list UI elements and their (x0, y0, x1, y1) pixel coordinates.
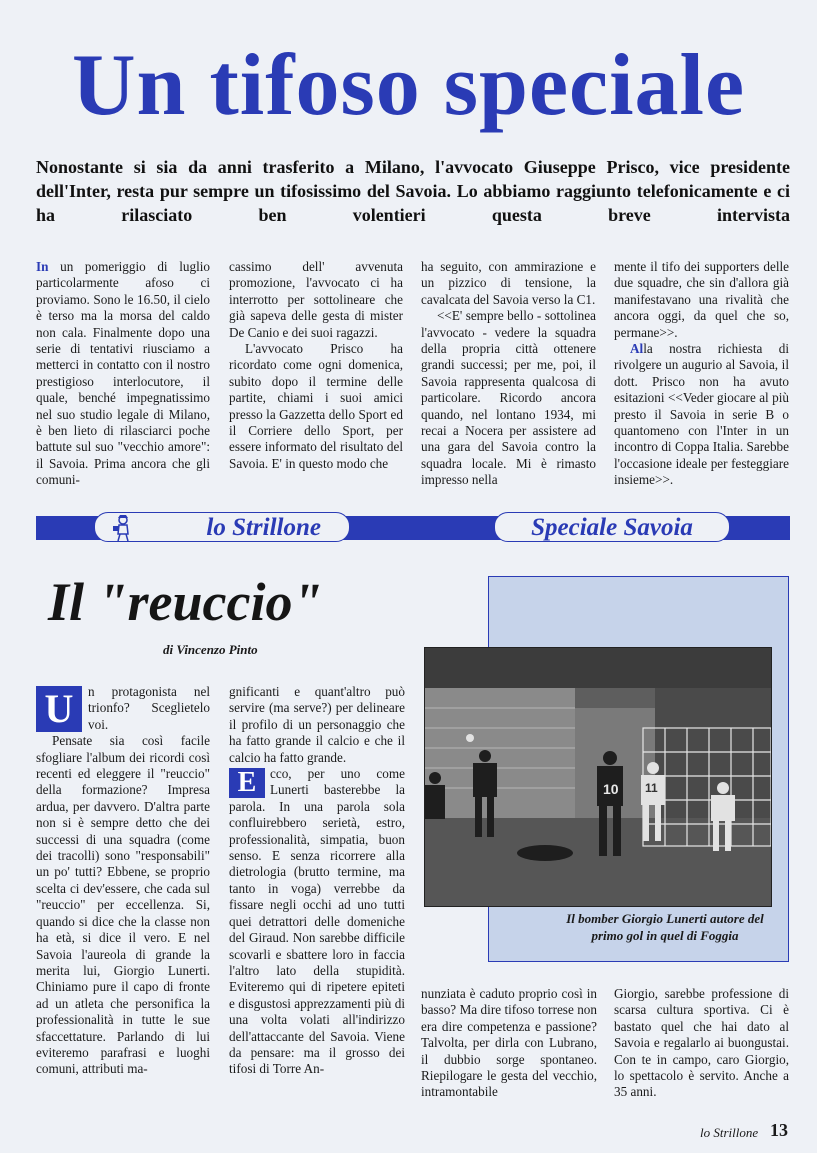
article1-column-2 (229, 259, 403, 472)
article1-col4-initial: Al (630, 341, 644, 357)
article2-col1-first: n protagonista nel trionfo? Sceglietelo voi. (88, 684, 210, 732)
article1-col2-p1: cassimo dell' avvenuta promozione, l'avvocato ci ha interrotto per sottolineare che già sapeva delle gesta di mister De Canio e dei suoi ragazzi. (229, 259, 403, 340)
player-number-11: 11 (645, 781, 658, 795)
article2-col3-p1: nunziata è caduto proprio così in basso? Ma dire tifoso torrese non era dire competenza e passione? Talvolta, per dirla con Lubrano, il dubbio sorge spontaneo. Riepilogare le gesta del vecchio, intramontabile (421, 986, 597, 1100)
article2-col1-p2: Pensate sia così facile sfogliare l'album dei ricordi così recenti ed eleggere il "reuccio" della formazione? Impresa ardua, per davvero. D'altra parte non si è sempre detto che dei successi di una squadra (come dei tracolli) sono "responsabili" un po' tutti? Ebbene, se proprio scelta ci dev'essere, che cada sul "reuccio" per eccellenza. Si, quando si dice che la classe non ha età, si dice il vero. E nel Savoia l'aureola di grande la merita lui, Giorgio Lunerti. Chiniamo pure il capo di fronte ad un atleta che personifica la professionalità in tutte le sue sfaccettature. Parlando di lui eviteremo parafrasi e luoghi comuni, attributi ma- (36, 733, 210, 1077)
footer-magazine-name: lo Strillone (700, 1125, 759, 1140)
article2-column-3 (421, 986, 597, 1101)
banner-right-pill (494, 512, 730, 542)
article1-col1-text: un pomeriggio di luglio particolarmente afoso ci proviamo. Sono le 16.50, il cielo è terso ma la morsa del caldo non cala. Finalmente dopo una serie di tentativi riusciamo a metterci in contatto con il nostro prestigioso interlocutore, il quale, benché impegnatissimo nel suo studio legale di Milano, è ben lieto di rilasciarci poche battute sul suo "vecchio amore": il Savoia. Prima ancora che gli comuni- (36, 259, 210, 488)
article1-col3-p1: ha seguito, con ammirazione e un pizzico di tensione, la cavalcata del Savoia verso la C1. (421, 259, 596, 307)
banner-left-label: lo Strillone (206, 514, 321, 541)
dropcap-e: E (229, 768, 265, 798)
article2-column-1 (36, 684, 210, 1078)
article1-initial: In (36, 259, 49, 274)
photo-caption: Il bomber Giorgio Lunerti autore del primo gol in quel di Foggia (566, 911, 764, 943)
article2-col2-p1: gnificanti e quant'altro può servire (ma serve?) per delineare il profilo di un personaggio che ha fatto grande il calcio e che il calcio ha fatto grande. (229, 684, 405, 765)
headline-reuccio: Il "reuccio" (48, 572, 323, 632)
article2-column-4 (614, 986, 789, 1101)
article2-col2-p2: cco, per uno come Lunerti basterebbe la parola. In una parola sola confluirebbero serietà, estro, professionalità, simpatia, buon senso. E senza ricorrere alla dietrologia (brutto termine, ma tanto in voga) verrebbe da fissare negli occhi ad uno tutti quei detrattori delle domeniche del Giraud. Non sarebbe difficile scovarli e sbattere loro in faccia l'altro lato della stupidità. Eviteremo qui di ripetere epiteti e disgustosi apprezzamenti più di una volta volati all'indirizzo dell'attaccante del Savoia. Viene da pensare: ma il grosso dei tifosi di Torre An- (229, 766, 405, 1077)
newsboy-icon (110, 514, 136, 542)
banner-right-label: Speciale Savoia (531, 514, 693, 541)
article1-col4-p1: mente il tifo dei supporters delle due squadre, che sin d'allora già manifestavano una rivalità che ancora oggi, da quel che so, permane>>. (614, 259, 789, 340)
football-match-image (425, 648, 771, 906)
article1-column-3 (421, 259, 596, 489)
article1-lead: Nonostante si sia da anni trasferito a Milano, l'avvocato Giuseppe Prisco, vice presidente dell'Inter, resta pur sempre un tifosissimo del Savoia. Lo abbiamo raggiunto telefonicamente e ci ha rilasciato ben volentieri questa breve intervista (36, 157, 790, 225)
article1-col2-p2: L'avvocato Prisco ha ricordato come ogni domenica, subito dopo il termine delle partite, chiami i suoi amici presso la Gazzetta dello Sport ed il Corriere dello Sport, per essere informato del risultato del Savoia. E' in questo modo che (229, 341, 403, 471)
article1-column-4 (614, 259, 789, 489)
dropcap-u: U (36, 686, 82, 732)
byline: di Vincenzo Pinto (163, 642, 258, 657)
match-photo (424, 647, 772, 907)
article1-col3-p2: <<E' sempre bello - sottolinea l'avvocato - vedere la squadra della propria città ottenere grandi successi; per me, poi, il Savoia rappresenta qualcosa di particolare. Ricordo ancora quando, nel lontano 1934, mi recai a Nocera per assistere ad una gara del Savoia contro la squadra locale. Mi è rimasto impresso nella (421, 308, 596, 488)
article1-col4-p2: la nostra richiesta di rivolgere un augurio al Savoia, il dott. Prisco non ha avuto esitazioni <<Veder giocare al più presto il Savoia in serie B o quantomeno con l'Inter in un incontro di Coppa Italia. Sarebbe l'occasione ideale per festeggiare insieme>>. (614, 341, 789, 488)
section-banner (36, 512, 790, 544)
article2-col4-p1: Giorgio, sarebbe professione di scarsa cultura sportiva. Ci è bastato quel che hai dato al Savoia e regalarlo ai buongustai. Con te in campo, caro Giorgio, lo spettacolo è servito. Anche a 35 anni. (614, 986, 789, 1100)
page-number: 13 (770, 1120, 788, 1140)
player-number-10: 10 (603, 781, 619, 797)
headline-un-tifoso-speciale: Un tifoso speciale (71, 37, 746, 134)
article1-column-1 (36, 259, 210, 489)
article2-column-2 (229, 684, 405, 1078)
